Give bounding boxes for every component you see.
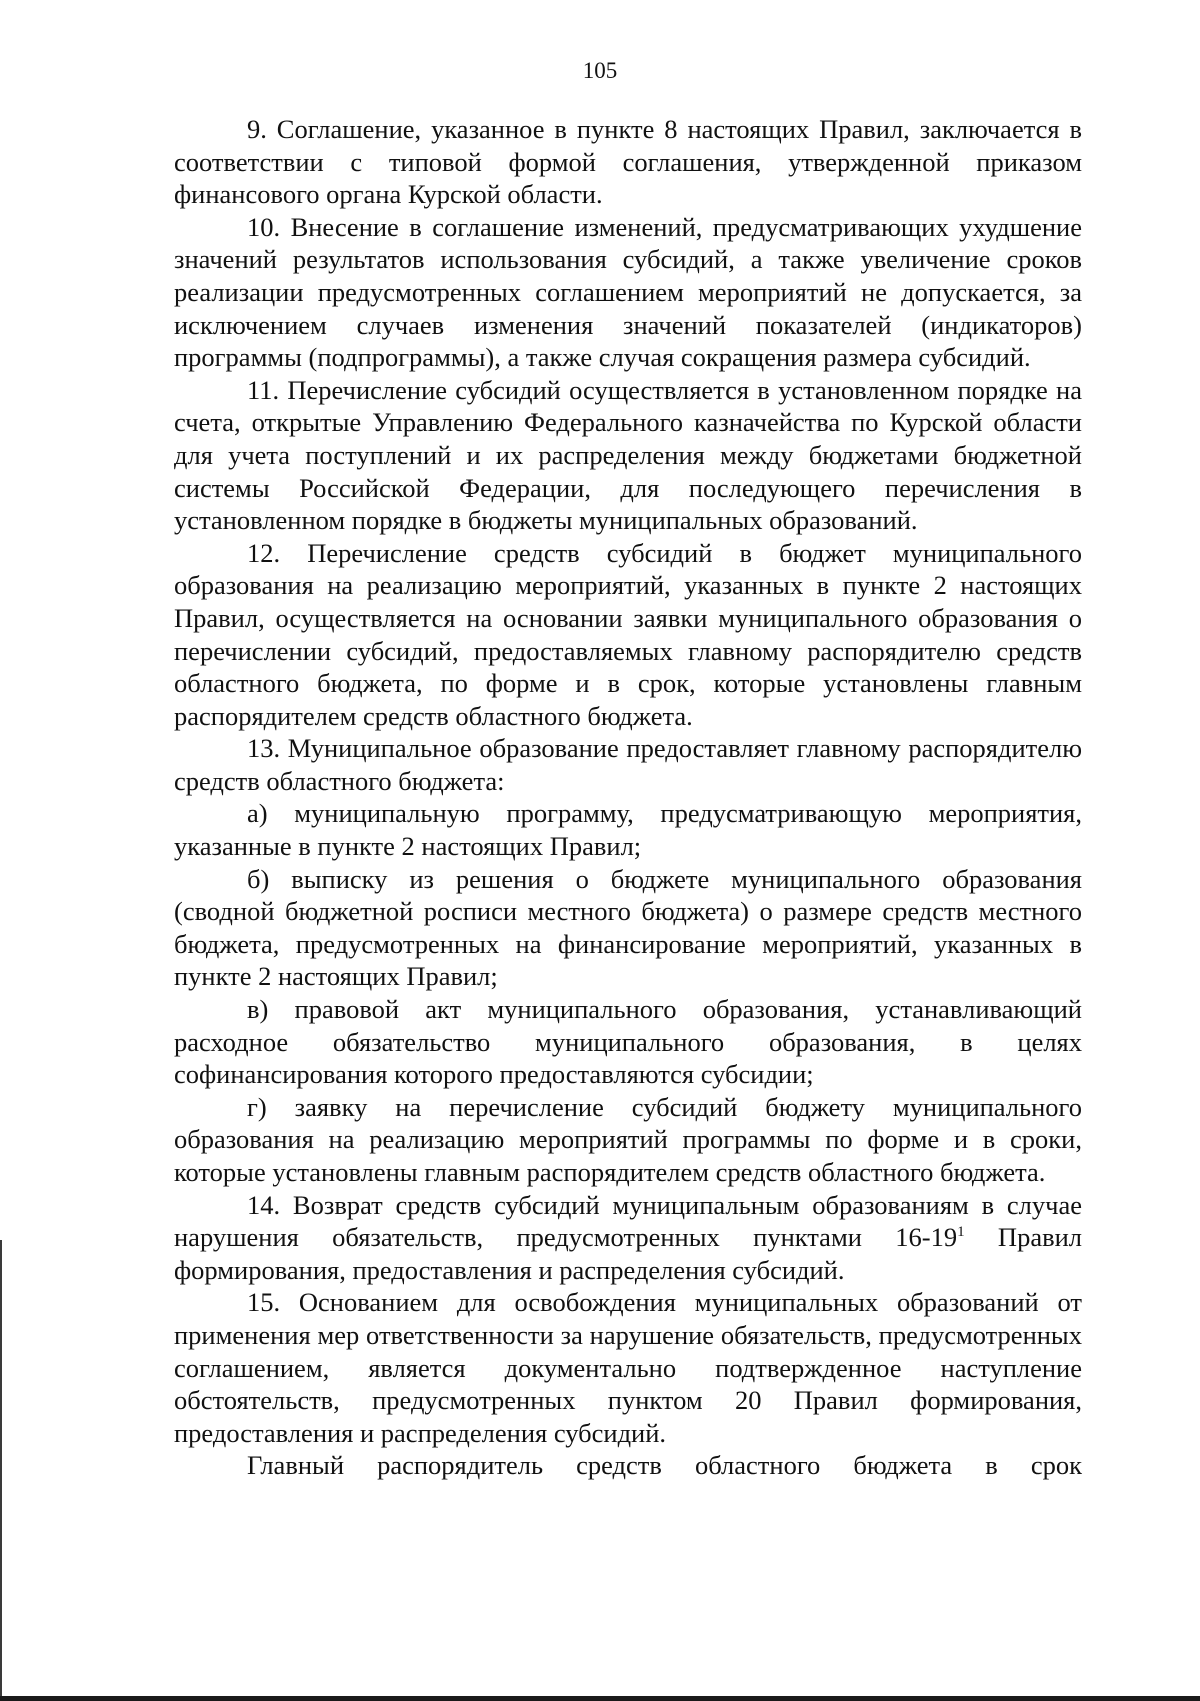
- paragraph-13: 13. Муниципальное образование предоставляет главному распорядителю средств областного бюджета:: [174, 733, 1082, 796]
- scan-edge-left: [0, 1240, 2, 1701]
- paragraph-15: 15. Основанием для освобождения муниципальных образований от применения мер ответственности за нарушение обязательств, предусмотренных соглашением, является документально подтвержденное наступление обстоятельств, предусмотренных пунктом 20 Правил формирования, предоставления и распределения субсидий.: [174, 1287, 1082, 1448]
- footnote-superscript: 1: [957, 1224, 965, 1241]
- paragraph-continued: Главный распорядитель средств областного бюджета в срок: [247, 1450, 1082, 1481]
- page-number: 105: [582, 58, 618, 83]
- paragraph-12: 12. Перечисление средств субсидий в бюджет муниципального образования на реализацию мероприятий, указанных в пункте 2 настоящих Правил, осуществляется на основании заявки муниципального образования о перечислении субсидий, предоставляемых главному распорядителю средств областного бюджета, по форме и в срок, которые установлены главным распорядителем средств областного бюджета.: [174, 537, 1082, 731]
- paragraph-13-g: г) заявку на перечисление субсидий бюджету муниципального образования на реализацию мероприятий программы по форме и в сроки, которые установлены главным распорядителем средств областного бюджета.: [174, 1091, 1082, 1187]
- paragraph-13-v: в) правовой акт муниципального образования, устанавливающий расходное обязательство муниципального образования, в целях софинансирования которого предоставляются субсидии;: [174, 994, 1082, 1090]
- paragraph-14-text-start: 14. Возврат средств субсидий муниципальным образованиям в случае нарушения обязательств, предусмотренных пунктами 16-19: [174, 1189, 1082, 1253]
- scan-edge-bottom: [0, 1696, 1200, 1701]
- document-body: [174, 113, 1082, 1482]
- paragraph-14: [174, 1189, 1082, 1287]
- paragraph-13-a: а) муниципальную программу, предусматривающую мероприятия, указанные в пункте 2 настоящих Правил;: [174, 798, 1082, 862]
- paragraph-9: 9. Соглашение, указанное в пункте 8 настоящих Правил, заключается в соответствии с типовой формой соглашения, утвержденной приказом финансового органа Курской области.: [174, 114, 1082, 210]
- paragraph-11: 11. Перечисление субсидий осуществляется в установленном порядке на счета, открытые Управлению Федерального казначейства по Курской области для учета поступлений и их распределения между бюджетами бюджетной системы Российской Федерации, для последующего перечисления в установленном порядке в бюджеты муниципальных образований.: [174, 374, 1082, 536]
- paragraph-13-b: б) выписку из решения о бюджете муниципального образования (сводной бюджетной росписи местного бюджета) о размере средств местного бюджета, предусмотренных на финансирование мероприятий, указанных в пункте 2 настоящих Правил;: [174, 863, 1082, 992]
- paragraph-14-text-end: Правил формирования, предоставления и распределения субсидий.: [174, 1222, 1082, 1285]
- paragraph-10: 10. Внесение в соглашение изменений, предусматривающих ухудшение значений результатов использования субсидий, а также увеличение сроков реализации предусмотренных соглашением мероприятий не допускается, за исключением случаев изменения значений показателей (индикаторов) программы (подпрограммы), а также случая сокращения размера субсидий.: [174, 211, 1082, 373]
